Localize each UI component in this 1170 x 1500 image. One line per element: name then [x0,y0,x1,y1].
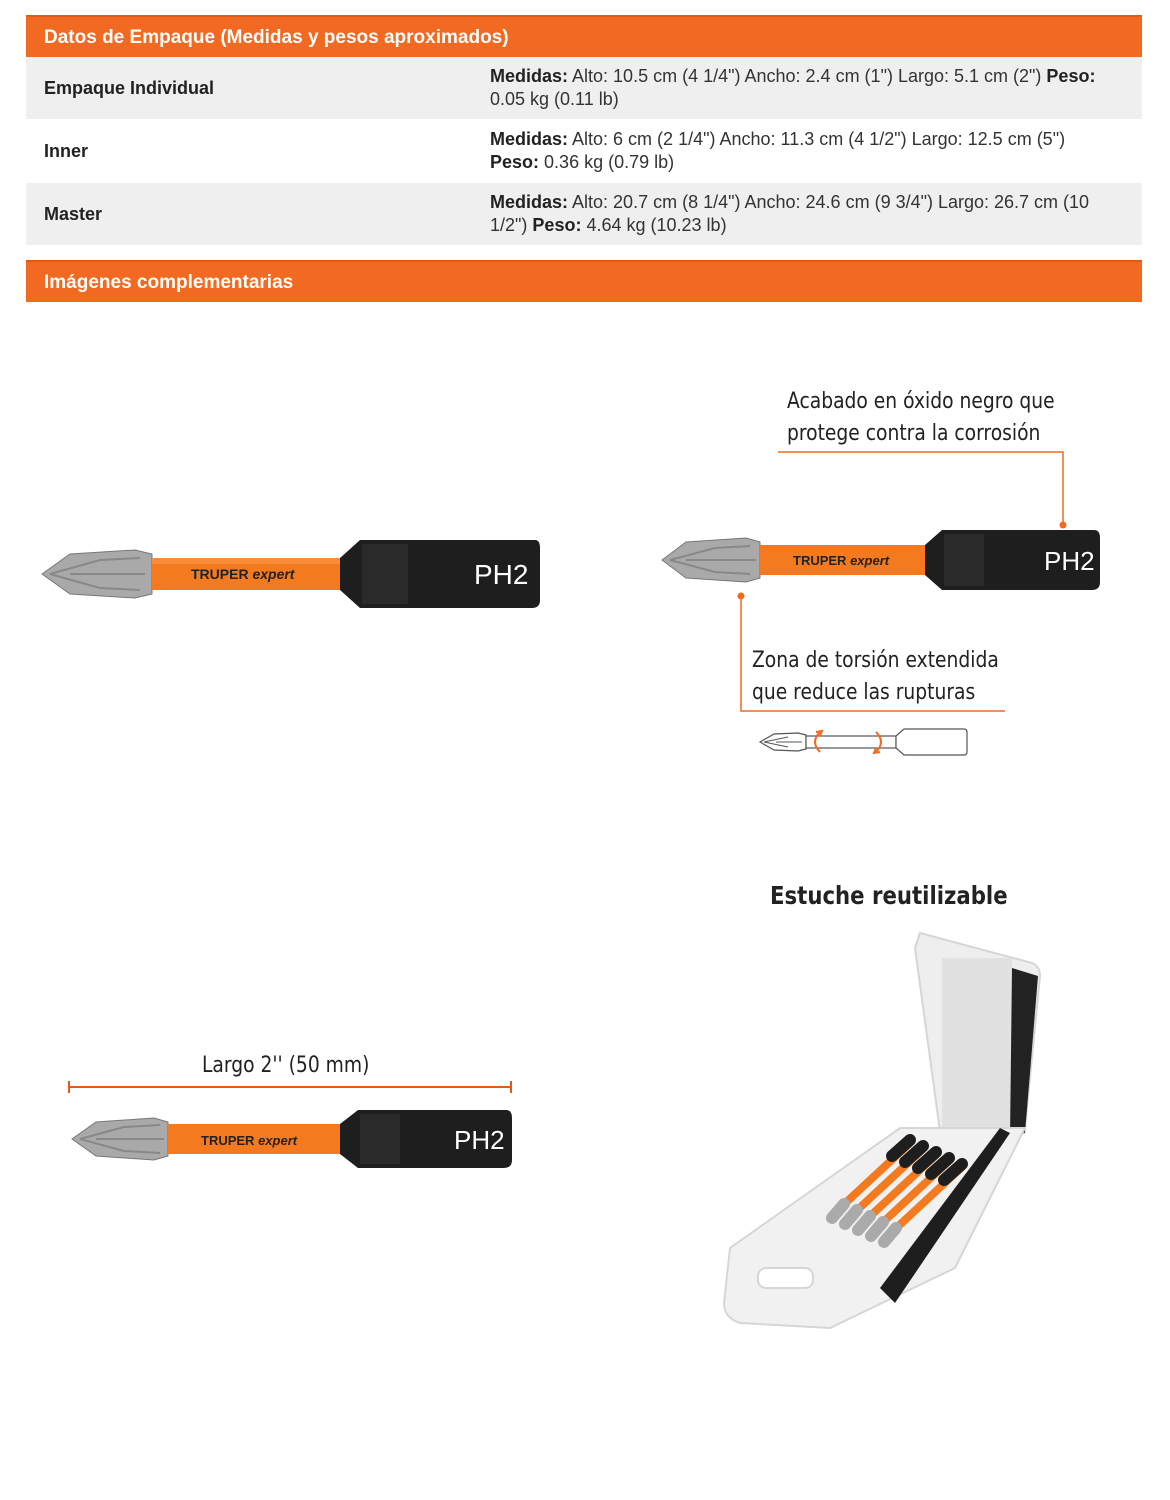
row-value: Medidas: Alto: 20.7 cm (8 1/4") Ancho: 24.6 cm (9 3/4") Largo: 26.7 cm (10 1/2") Peso: 4.64 kg (10.23 lb) [490,192,1090,235]
bit-tip-label: PH2 [474,559,529,590]
table-row [26,120,1142,183]
table-row [26,57,1142,120]
case-title: Estuche reutilizable [770,881,1008,910]
bit-brand: TRUPER [191,566,249,582]
svg-text:TRUPER expert: TRUPER expert [793,553,890,568]
packaging-section-header: Datos de Empaque (Medidas y pesos aproximados) [26,15,1142,57]
screwdriver-bit-image [70,1108,512,1170]
screwdriver-bit-image [40,538,540,610]
svg-text:TRUPER expert: TRUPER expert [191,566,295,582]
torsion-diagram [758,726,970,758]
images-section-header: Imágenes complementarias [26,260,1142,302]
row-value: Medidas: Alto: 10.5 cm (4 1/4") Ancho: 2.4 cm (1") Largo: 5.1 cm (2") Peso: 0.05 kg (0.11 lb) [490,66,1096,109]
row-label: Master [44,203,103,224]
callout-finish-leader [778,450,1068,530]
callout-torsion-leader [738,592,1008,717]
callout-torsion: Zona de torsión extendida que reduce las rupturas [752,648,999,705]
callout-finish: Acabado en óxido negro que protege contra la corrosión [787,389,1055,446]
svg-text:PH2: PH2 [1044,546,1095,576]
svg-text:PH2: PH2 [454,1125,505,1155]
row-value: Medidas: Alto: 6 cm (2 1/4") Ancho: 11.3 cm (4 1/2") Largo: 12.5 cm (5") Peso: 0.36 kg (0.79 lb) [490,129,1066,172]
table-row [26,183,1142,246]
svg-text:TRUPER expert: TRUPER expert [201,1133,298,1148]
length-label: Largo 2'' (50 mm) [202,1053,370,1078]
row-label: Empaque Individual [44,77,215,98]
length-dimension-line [68,1080,514,1094]
screwdriver-bit-image [660,528,1100,592]
packaging-table [26,57,1142,246]
reusable-case-image [720,928,1050,1328]
row-label: Inner [44,140,89,161]
